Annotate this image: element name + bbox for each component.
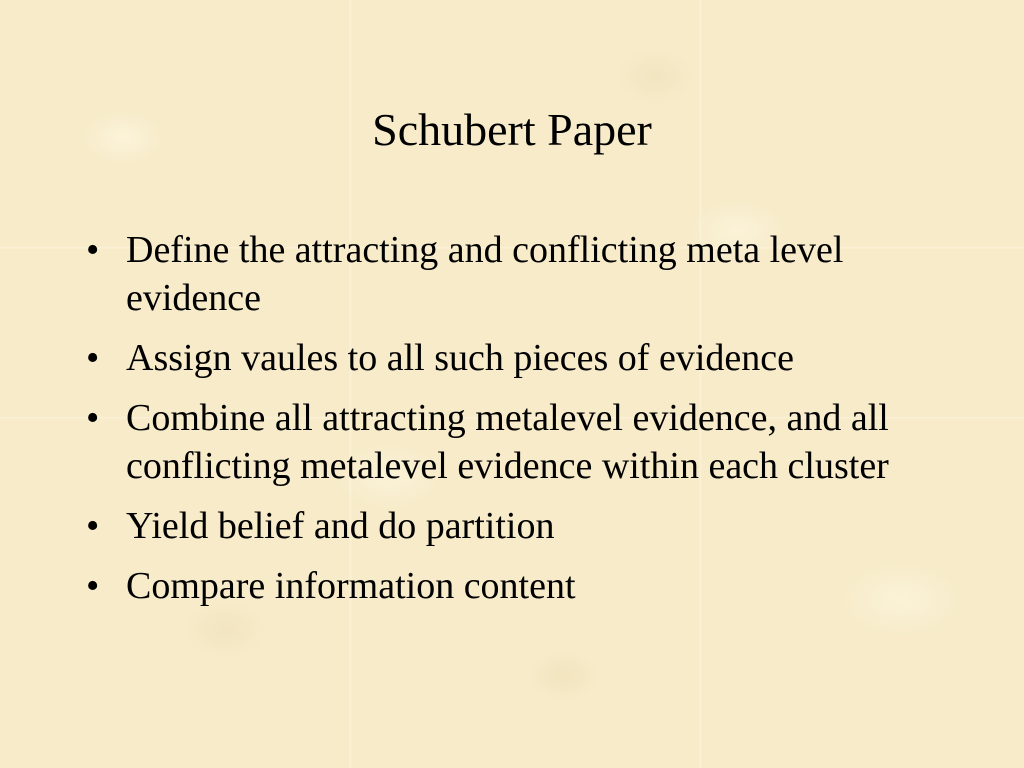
bullet-text: Yield belief and do partition xyxy=(126,505,555,547)
bullet-marker: • xyxy=(86,505,100,547)
bullet-text: Compare information content xyxy=(126,565,576,607)
bullet-item xyxy=(84,562,954,610)
bullet-marker: • xyxy=(86,565,100,607)
bullet-item xyxy=(84,502,954,550)
bullet-marker: • xyxy=(86,229,100,271)
bullet-item xyxy=(84,394,954,490)
bullet-text: Define the attracting and conflicting meta level evidence xyxy=(126,229,844,319)
bullet-item xyxy=(84,226,954,322)
bullet-text: Combine all attracting metalevel evidence, and all conflicting metalevel evidence within each cluster xyxy=(126,397,889,487)
bullet-text: Assign vaules to all such pieces of evidence xyxy=(126,337,794,379)
bullet-marker: • xyxy=(86,337,100,379)
bullet-item xyxy=(84,334,954,382)
bullet-list xyxy=(84,226,954,622)
bullet-marker: • xyxy=(86,397,100,439)
slide-title: Schubert Paper xyxy=(372,104,652,155)
